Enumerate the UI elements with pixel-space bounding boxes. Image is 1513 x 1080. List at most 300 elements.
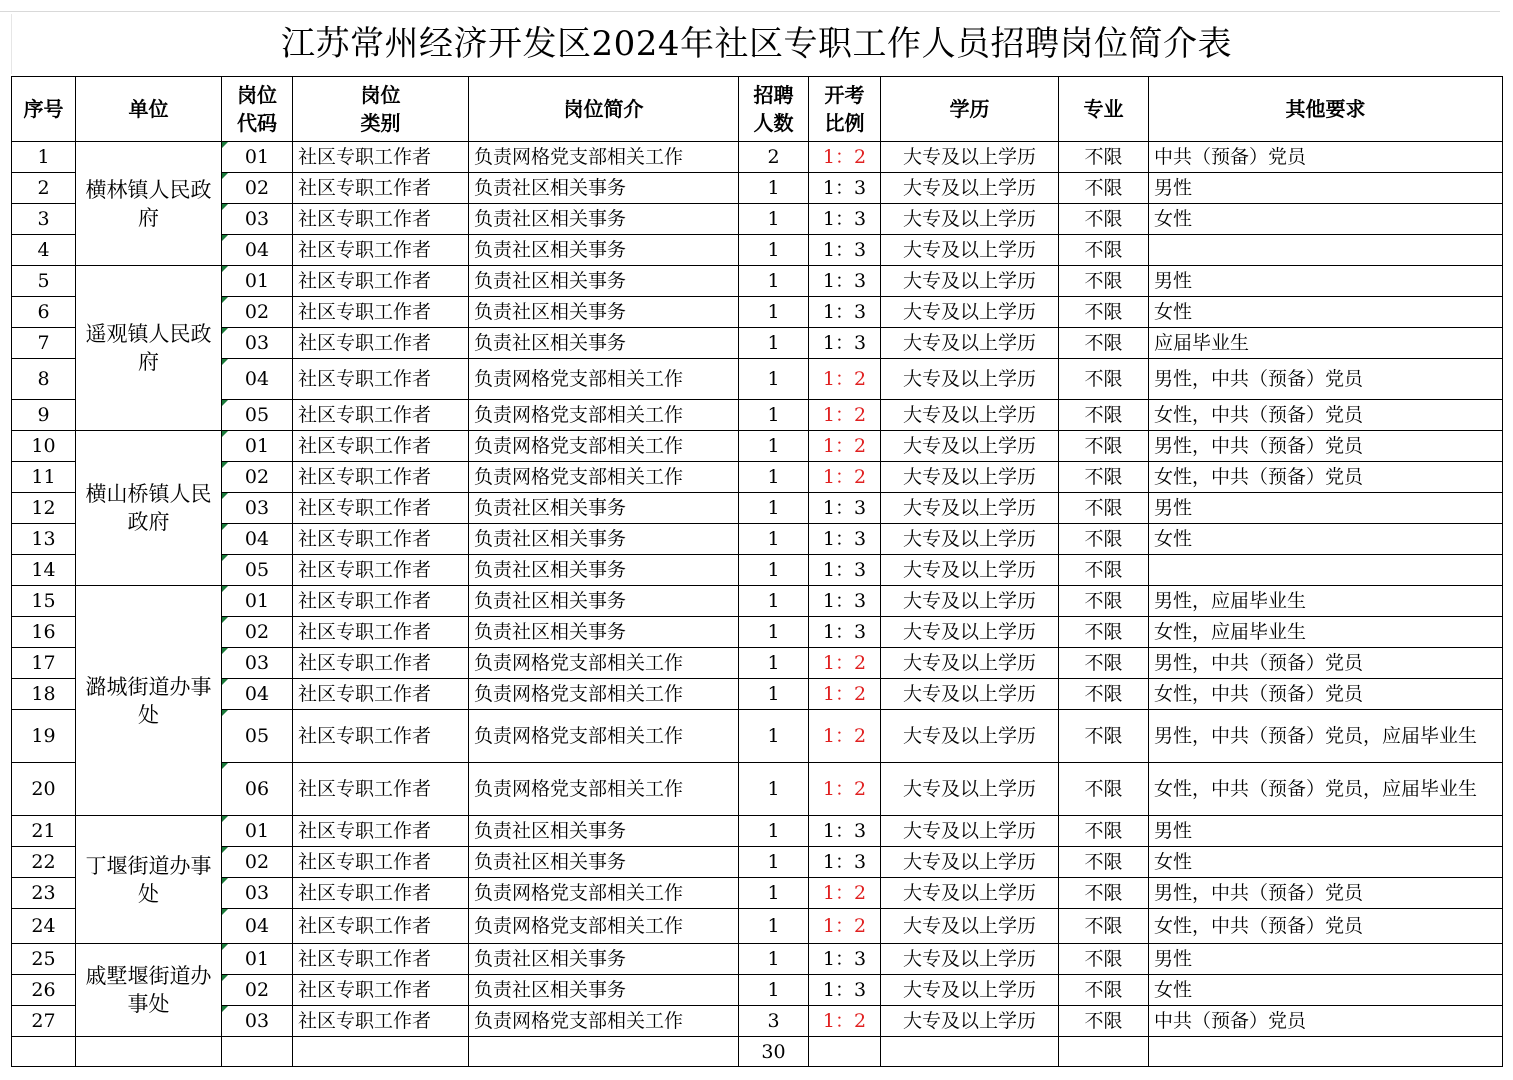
cell-code: 05 xyxy=(222,400,293,431)
header-other: 其他要求 xyxy=(1149,77,1503,142)
top-rule xyxy=(0,11,1500,12)
cell-ratio: 1：3 xyxy=(809,266,881,297)
cell-intro: 负责社区相关事务 xyxy=(469,235,739,266)
cell-seq: 7 xyxy=(12,328,76,359)
cell-intro: 负责社区相关事务 xyxy=(469,555,739,586)
cell-edu: 大专及以上学历 xyxy=(881,524,1059,555)
cell-type: 社区专职工作者 xyxy=(293,142,469,173)
cell-unit: 戚墅堰街道办事处 xyxy=(76,944,222,1037)
cell-edu: 大专及以上学历 xyxy=(881,328,1059,359)
cell-ratio: 1：2 xyxy=(809,909,881,944)
cell-count: 1 xyxy=(739,555,809,586)
cell-major: 不限 xyxy=(1059,878,1149,909)
header-count-line2: 人数 xyxy=(753,111,794,135)
cell-type: 社区专职工作者 xyxy=(293,878,469,909)
cell-ratio: 1：2 xyxy=(809,400,881,431)
cell-count: 1 xyxy=(739,944,809,975)
cell-ratio: 1：2 xyxy=(809,462,881,493)
cell-ratio: 1：2 xyxy=(809,1006,881,1037)
header-type-line2: 类别 xyxy=(360,111,401,135)
cell-ratio: 1：2 xyxy=(809,679,881,710)
cell-count: 1 xyxy=(739,816,809,847)
cell-ratio: 1：3 xyxy=(809,847,881,878)
table-row xyxy=(12,617,1503,648)
table-row xyxy=(12,975,1503,1006)
cell-other: 男性 xyxy=(1149,816,1503,847)
cell-code: 02 xyxy=(222,173,293,204)
cell-count: 1 xyxy=(739,431,809,462)
cell-other: 女性，中共（预备）党员，应届毕业生 xyxy=(1149,763,1503,816)
table-row xyxy=(12,586,1503,617)
cell-major: 不限 xyxy=(1059,847,1149,878)
cell-other: 女性，应届毕业生 xyxy=(1149,617,1503,648)
cell-count: 1 xyxy=(739,400,809,431)
cell-unit: 遥观镇人民政府 xyxy=(76,266,222,431)
cell-seq: 12 xyxy=(12,493,76,524)
cell-edu: 大专及以上学历 xyxy=(881,431,1059,462)
cell-intro: 负责网格党支部相关工作 xyxy=(469,909,739,944)
cell-major: 不限 xyxy=(1059,462,1149,493)
cell-code: 03 xyxy=(222,1006,293,1037)
cell-other: 女性 xyxy=(1149,524,1503,555)
cell-count: 1 xyxy=(739,297,809,328)
cell-count: 1 xyxy=(739,679,809,710)
cell-ratio: 1：3 xyxy=(809,204,881,235)
page-title: 江苏常州经济开发区2024年社区专职工作人员招聘岗位简介表 xyxy=(280,24,1233,64)
cell-ratio: 1：3 xyxy=(809,524,881,555)
cell-code: 01 xyxy=(222,816,293,847)
cell-major: 不限 xyxy=(1059,173,1149,204)
cell-type: 社区专职工作者 xyxy=(293,297,469,328)
cell-ratio: 1：3 xyxy=(809,555,881,586)
cell-major: 不限 xyxy=(1059,679,1149,710)
cell-count: 1 xyxy=(739,909,809,944)
cell-code: 01 xyxy=(222,944,293,975)
cell-edu: 大专及以上学历 xyxy=(881,763,1059,816)
cell-edu: 大专及以上学历 xyxy=(881,142,1059,173)
cell-code: 01 xyxy=(222,431,293,462)
cell-type: 社区专职工作者 xyxy=(293,266,469,297)
cell-type: 社区专职工作者 xyxy=(293,816,469,847)
table-row xyxy=(12,816,1503,847)
header-count xyxy=(739,77,809,142)
cell-count: 1 xyxy=(739,586,809,617)
cell-ratio: 1：3 xyxy=(809,816,881,847)
cell-intro: 负责社区相关事务 xyxy=(469,847,739,878)
cell-intro: 负责社区相关事务 xyxy=(469,524,739,555)
cell-type: 社区专职工作者 xyxy=(293,462,469,493)
cell-count: 1 xyxy=(739,462,809,493)
cell-intro: 负责社区相关事务 xyxy=(469,816,739,847)
cell-edu: 大专及以上学历 xyxy=(881,847,1059,878)
cell-count: 1 xyxy=(739,328,809,359)
cell-seq: 11 xyxy=(12,462,76,493)
cell-seq: 25 xyxy=(12,944,76,975)
table-row xyxy=(12,431,1503,462)
header-code-line2: 代码 xyxy=(237,111,277,135)
cell-type: 社区专职工作者 xyxy=(293,679,469,710)
total-empty-cell xyxy=(76,1037,222,1067)
cell-other: 女性，中共（预备）党员 xyxy=(1149,679,1503,710)
cell-count: 1 xyxy=(739,878,809,909)
table-row xyxy=(12,909,1503,944)
cell-count: 1 xyxy=(739,493,809,524)
cell-edu: 大专及以上学历 xyxy=(881,1006,1059,1037)
cell-seq: 13 xyxy=(12,524,76,555)
cell-count: 1 xyxy=(739,847,809,878)
cell-type: 社区专职工作者 xyxy=(293,524,469,555)
cell-code: 06 xyxy=(222,763,293,816)
table-body xyxy=(12,142,1503,1067)
cell-type: 社区专职工作者 xyxy=(293,944,469,975)
cell-intro: 负责网格党支部相关工作 xyxy=(469,710,739,763)
cell-ratio: 1：3 xyxy=(809,944,881,975)
cell-other xyxy=(1149,235,1503,266)
cell-code: 04 xyxy=(222,235,293,266)
cell-ratio: 1：2 xyxy=(809,142,881,173)
cell-edu: 大专及以上学历 xyxy=(881,204,1059,235)
cell-ratio: 1：3 xyxy=(809,173,881,204)
table-row xyxy=(12,679,1503,710)
table-row xyxy=(12,297,1503,328)
cell-edu: 大专及以上学历 xyxy=(881,400,1059,431)
total-empty-cell xyxy=(1149,1037,1503,1067)
cell-code: 03 xyxy=(222,878,293,909)
cell-other: 男性 xyxy=(1149,944,1503,975)
cell-count: 1 xyxy=(739,204,809,235)
cell-intro: 负责网格党支部相关工作 xyxy=(469,400,739,431)
header-unit: 单位 xyxy=(76,77,222,142)
cell-code: 01 xyxy=(222,142,293,173)
cell-seq: 26 xyxy=(12,975,76,1006)
header-code-line1: 岗位 xyxy=(237,83,277,107)
cell-major: 不限 xyxy=(1059,763,1149,816)
cell-intro: 负责网格党支部相关工作 xyxy=(469,1006,739,1037)
cell-seq: 1 xyxy=(12,142,76,173)
cell-type: 社区专职工作者 xyxy=(293,847,469,878)
cell-code: 05 xyxy=(222,555,293,586)
table-row xyxy=(12,328,1503,359)
cell-type: 社区专职工作者 xyxy=(293,431,469,462)
cell-seq: 5 xyxy=(12,266,76,297)
cell-seq: 24 xyxy=(12,909,76,944)
cell-ratio: 1：3 xyxy=(809,586,881,617)
cell-seq: 3 xyxy=(12,204,76,235)
total-row xyxy=(12,1037,1503,1067)
cell-other: 男性 xyxy=(1149,493,1503,524)
cell-code: 04 xyxy=(222,359,293,400)
cell-edu: 大专及以上学历 xyxy=(881,617,1059,648)
cell-code: 05 xyxy=(222,710,293,763)
cell-major: 不限 xyxy=(1059,204,1149,235)
cell-type: 社区专职工作者 xyxy=(293,586,469,617)
header-ratio-line2: 比例 xyxy=(824,111,865,135)
cell-major: 不限 xyxy=(1059,359,1149,400)
cell-major: 不限 xyxy=(1059,400,1149,431)
cell-edu: 大专及以上学历 xyxy=(881,266,1059,297)
cell-unit: 横山桥镇人民政府 xyxy=(76,431,222,586)
table-row xyxy=(12,142,1503,173)
cell-intro: 负责社区相关事务 xyxy=(469,586,739,617)
cell-type: 社区专职工作者 xyxy=(293,909,469,944)
header-edu: 学历 xyxy=(881,77,1059,142)
cell-type: 社区专职工作者 xyxy=(293,1006,469,1037)
cell-ratio: 1：3 xyxy=(809,235,881,266)
cell-intro: 负责社区相关事务 xyxy=(469,493,739,524)
cell-major: 不限 xyxy=(1059,648,1149,679)
cell-seq: 23 xyxy=(12,878,76,909)
cell-type: 社区专职工作者 xyxy=(293,617,469,648)
cell-seq: 20 xyxy=(12,763,76,816)
cell-type: 社区专职工作者 xyxy=(293,555,469,586)
cell-other: 男性，中共（预备）党员 xyxy=(1149,648,1503,679)
cell-major: 不限 xyxy=(1059,235,1149,266)
cell-edu: 大专及以上学历 xyxy=(881,944,1059,975)
cell-seq: 21 xyxy=(12,816,76,847)
cell-code: 03 xyxy=(222,204,293,235)
table-row xyxy=(12,235,1503,266)
cell-count: 1 xyxy=(739,975,809,1006)
table-row xyxy=(12,944,1503,975)
cell-intro: 负责网格党支部相关工作 xyxy=(469,359,739,400)
total-empty-cell xyxy=(12,1037,76,1067)
total-empty-cell xyxy=(881,1037,1059,1067)
cell-other: 女性 xyxy=(1149,975,1503,1006)
cell-seq: 9 xyxy=(12,400,76,431)
total-empty-cell xyxy=(809,1037,881,1067)
cell-edu: 大专及以上学历 xyxy=(881,462,1059,493)
cell-intro: 负责网格党支部相关工作 xyxy=(469,648,739,679)
cell-intro: 负责网格党支部相关工作 xyxy=(469,462,739,493)
cell-intro: 负责社区相关事务 xyxy=(469,944,739,975)
cell-other: 女性，中共（预备）党员 xyxy=(1149,909,1503,944)
cell-count: 1 xyxy=(739,266,809,297)
cell-count: 1 xyxy=(739,524,809,555)
cell-seq: 6 xyxy=(12,297,76,328)
table-row xyxy=(12,462,1503,493)
cell-ratio: 1：3 xyxy=(809,493,881,524)
cell-code: 02 xyxy=(222,297,293,328)
cell-other xyxy=(1149,555,1503,586)
cell-ratio: 1：3 xyxy=(809,617,881,648)
cell-code: 02 xyxy=(222,617,293,648)
total-count: 30 xyxy=(739,1037,809,1067)
cell-seq: 14 xyxy=(12,555,76,586)
table-row xyxy=(12,204,1503,235)
cell-major: 不限 xyxy=(1059,431,1149,462)
cell-edu: 大专及以上学历 xyxy=(881,816,1059,847)
cell-edu: 大专及以上学历 xyxy=(881,359,1059,400)
cell-seq: 17 xyxy=(12,648,76,679)
cell-ratio: 1：2 xyxy=(809,431,881,462)
table-row xyxy=(12,710,1503,763)
header-type-line1: 岗位 xyxy=(360,83,401,107)
cell-edu: 大专及以上学历 xyxy=(881,710,1059,763)
cell-intro: 负责社区相关事务 xyxy=(469,617,739,648)
cell-intro: 负责网格党支部相关工作 xyxy=(469,763,739,816)
cell-other: 女性，中共（预备）党员 xyxy=(1149,462,1503,493)
cell-other: 女性 xyxy=(1149,204,1503,235)
cell-count: 1 xyxy=(739,763,809,816)
cell-other: 中共（预备）党员 xyxy=(1149,142,1503,173)
cell-edu: 大专及以上学历 xyxy=(881,679,1059,710)
cell-major: 不限 xyxy=(1059,493,1149,524)
header-ratio-line1: 开考 xyxy=(824,83,865,107)
cell-edu: 大专及以上学历 xyxy=(881,648,1059,679)
table-row xyxy=(12,173,1503,204)
cell-major: 不限 xyxy=(1059,142,1149,173)
cell-major: 不限 xyxy=(1059,586,1149,617)
cell-count: 1 xyxy=(739,648,809,679)
cell-intro: 负责网格党支部相关工作 xyxy=(469,431,739,462)
cell-major: 不限 xyxy=(1059,297,1149,328)
cell-other: 男性，中共（预备）党员，应届毕业生 xyxy=(1149,710,1503,763)
table-row xyxy=(12,555,1503,586)
cell-count: 3 xyxy=(739,1006,809,1037)
cell-major: 不限 xyxy=(1059,266,1149,297)
cell-intro: 负责社区相关事务 xyxy=(469,297,739,328)
cell-edu: 大专及以上学历 xyxy=(881,297,1059,328)
cell-edu: 大专及以上学历 xyxy=(881,975,1059,1006)
cell-unit: 横林镇人民政府 xyxy=(76,142,222,266)
cell-edu: 大专及以上学历 xyxy=(881,878,1059,909)
table-row xyxy=(12,524,1503,555)
cell-type: 社区专职工作者 xyxy=(293,204,469,235)
cell-ratio: 1：2 xyxy=(809,878,881,909)
cell-major: 不限 xyxy=(1059,555,1149,586)
cell-count: 1 xyxy=(739,617,809,648)
cell-count: 1 xyxy=(739,710,809,763)
cell-ratio: 1：2 xyxy=(809,648,881,679)
cell-seq: 2 xyxy=(12,173,76,204)
cell-edu: 大专及以上学历 xyxy=(881,909,1059,944)
table-row xyxy=(12,400,1503,431)
cell-count: 1 xyxy=(739,173,809,204)
cell-type: 社区专职工作者 xyxy=(293,328,469,359)
cell-major: 不限 xyxy=(1059,328,1149,359)
cell-code: 01 xyxy=(222,586,293,617)
cell-major: 不限 xyxy=(1059,816,1149,847)
cell-other: 男性，应届毕业生 xyxy=(1149,586,1503,617)
header-row xyxy=(12,77,1503,142)
cell-seq: 27 xyxy=(12,1006,76,1037)
cell-ratio: 1：2 xyxy=(809,763,881,816)
cell-intro: 负责社区相关事务 xyxy=(469,328,739,359)
table-row xyxy=(12,648,1503,679)
cell-type: 社区专职工作者 xyxy=(293,648,469,679)
cell-intro: 负责社区相关事务 xyxy=(469,266,739,297)
cell-code: 02 xyxy=(222,462,293,493)
cell-other: 中共（预备）党员 xyxy=(1149,1006,1503,1037)
cell-major: 不限 xyxy=(1059,909,1149,944)
table-row xyxy=(12,878,1503,909)
cell-type: 社区专职工作者 xyxy=(293,400,469,431)
cell-ratio: 1：2 xyxy=(809,710,881,763)
cell-intro: 负责网格党支部相关工作 xyxy=(469,142,739,173)
cell-code: 03 xyxy=(222,493,293,524)
header-count-line1: 招聘 xyxy=(753,83,794,107)
cell-code: 03 xyxy=(222,328,293,359)
cell-other: 女性 xyxy=(1149,847,1503,878)
cell-seq: 10 xyxy=(12,431,76,462)
cell-edu: 大专及以上学历 xyxy=(881,173,1059,204)
cell-ratio: 1：3 xyxy=(809,975,881,1006)
cell-type: 社区专职工作者 xyxy=(293,493,469,524)
cell-type: 社区专职工作者 xyxy=(293,235,469,266)
cell-intro: 负责社区相关事务 xyxy=(469,173,739,204)
cell-major: 不限 xyxy=(1059,617,1149,648)
recruitment-table xyxy=(11,76,1503,1067)
cell-intro: 负责社区相关事务 xyxy=(469,975,739,1006)
header-type xyxy=(293,77,469,142)
cell-seq: 4 xyxy=(12,235,76,266)
cell-code: 04 xyxy=(222,679,293,710)
cell-seq: 15 xyxy=(12,586,76,617)
cell-unit: 潞城街道办事处 xyxy=(76,586,222,816)
cell-other: 女性 xyxy=(1149,297,1503,328)
total-empty-cell xyxy=(1059,1037,1149,1067)
cell-other: 男性 xyxy=(1149,266,1503,297)
cell-code: 01 xyxy=(222,266,293,297)
header-seq: 序号 xyxy=(12,77,76,142)
header-intro: 岗位简介 xyxy=(469,77,739,142)
table-row xyxy=(12,266,1503,297)
cell-type: 社区专职工作者 xyxy=(293,173,469,204)
cell-seq: 8 xyxy=(12,359,76,400)
cell-seq: 22 xyxy=(12,847,76,878)
cell-type: 社区专职工作者 xyxy=(293,710,469,763)
cell-edu: 大专及以上学历 xyxy=(881,235,1059,266)
cell-ratio: 1：3 xyxy=(809,328,881,359)
cell-other: 男性，中共（预备）党员 xyxy=(1149,878,1503,909)
cell-code: 04 xyxy=(222,524,293,555)
cell-code: 04 xyxy=(222,909,293,944)
table-row xyxy=(12,847,1503,878)
cell-code: 02 xyxy=(222,847,293,878)
cell-edu: 大专及以上学历 xyxy=(881,586,1059,617)
cell-edu: 大专及以上学历 xyxy=(881,493,1059,524)
total-empty-cell xyxy=(469,1037,739,1067)
total-empty-cell xyxy=(222,1037,293,1067)
table-row xyxy=(12,359,1503,400)
cell-other: 男性 xyxy=(1149,173,1503,204)
cell-seq: 19 xyxy=(12,710,76,763)
cell-type: 社区专职工作者 xyxy=(293,359,469,400)
cell-major: 不限 xyxy=(1059,1006,1149,1037)
cell-seq: 16 xyxy=(12,617,76,648)
cell-ratio: 1：2 xyxy=(809,359,881,400)
cell-count: 1 xyxy=(739,359,809,400)
cell-major: 不限 xyxy=(1059,710,1149,763)
cell-intro: 负责网格党支部相关工作 xyxy=(469,679,739,710)
cell-intro: 负责网格党支部相关工作 xyxy=(469,878,739,909)
header-code xyxy=(222,77,293,142)
cell-other: 男性，中共（预备）党员 xyxy=(1149,359,1503,400)
cell-major: 不限 xyxy=(1059,944,1149,975)
table-row xyxy=(12,763,1503,816)
cell-intro: 负责社区相关事务 xyxy=(469,204,739,235)
cell-other: 女性，中共（预备）党员 xyxy=(1149,400,1503,431)
header-major: 专业 xyxy=(1059,77,1149,142)
table-row xyxy=(12,493,1503,524)
table-row xyxy=(12,1006,1503,1037)
cell-ratio: 1：3 xyxy=(809,297,881,328)
cell-type: 社区专职工作者 xyxy=(293,975,469,1006)
cell-unit: 丁堰街道办事处 xyxy=(76,816,222,944)
cell-seq: 18 xyxy=(12,679,76,710)
cell-code: 02 xyxy=(222,975,293,1006)
cell-other: 应届毕业生 xyxy=(1149,328,1503,359)
